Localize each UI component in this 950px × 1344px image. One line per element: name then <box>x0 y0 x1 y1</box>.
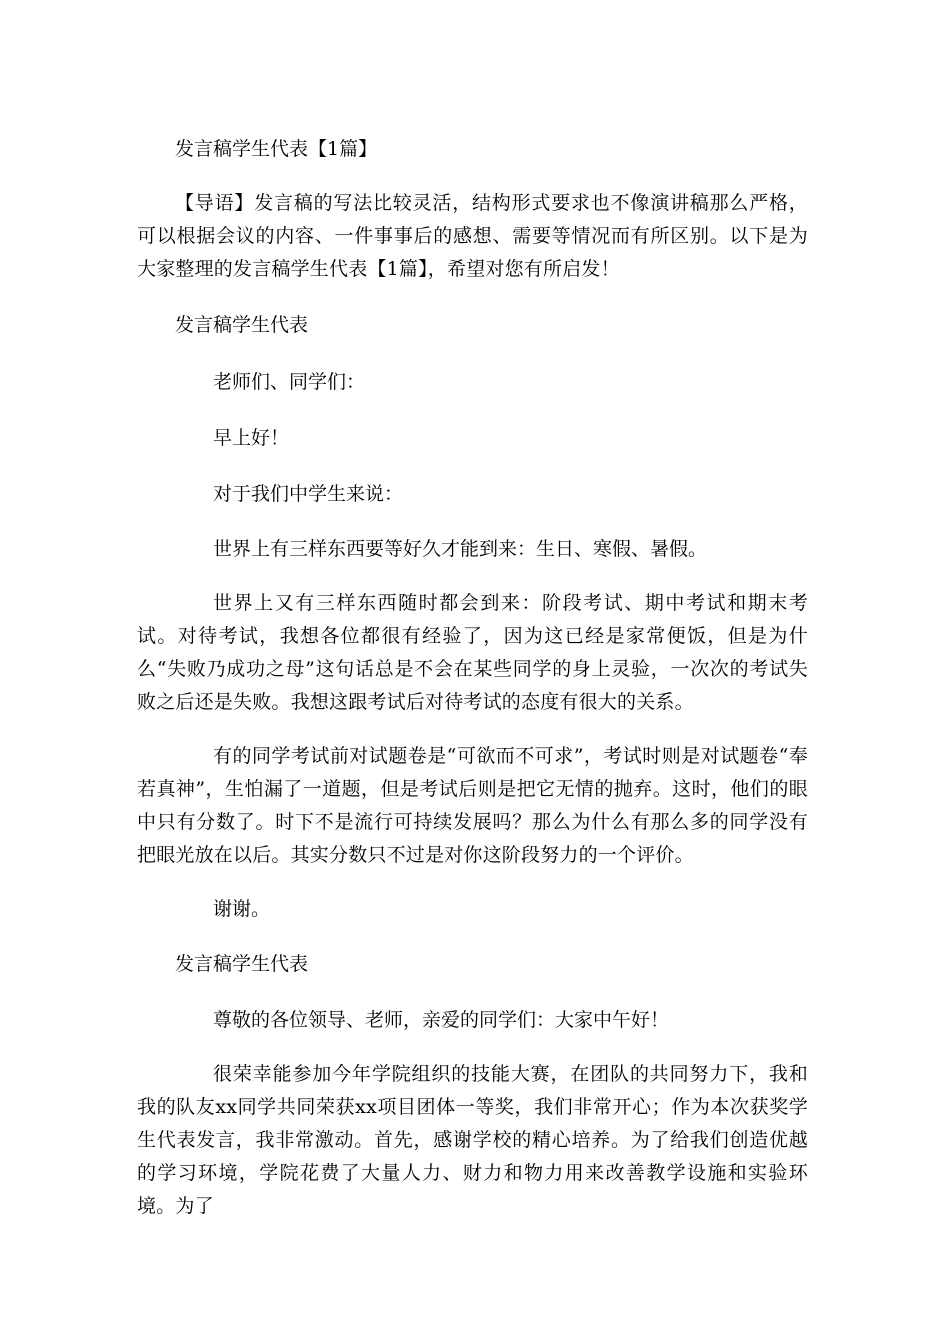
speech1-salutation: 老师们、同学们： <box>213 371 366 393</box>
speech1-paragraph-4: 有的同学考试前对试题卷是“可欲而不可求”，考试时则是对试题卷“奉若真神”，生怕漏了一道题，但是考试后则是把它无情的抛弃。这时，他们的眼中只有分数了。时下不是流行可持续发展吗？那么为什么有那么多的同学没有把眼光放在以后。其实分数只不过是对你这阶段努力的一个评价。 <box>137 745 808 866</box>
speech1-closing: 谢谢。 <box>213 898 271 920</box>
speech1-heading: 发言稿学生代表 <box>175 314 309 336</box>
speech1-greeting: 早上好！ <box>213 427 290 449</box>
speech1-paragraph-1: 对于我们中学生来说： <box>213 483 404 505</box>
speech1-paragraph-3: 世界上又有三样东西随时都会到来：阶段考试、期中考试和期末考试。对待考试，我想各位都很有经验了，因为这已经是家常便饭，但是为什么“失败乃成功之母”这句话总是不会在某些同学的身上灵验，一次次的考试失败之后还是失败。我想这跟考试后对待考试的态度有很大的关系。 <box>137 592 808 713</box>
speech1-paragraph-2: 世界上有三样东西要等好久才能到来：生日、寒假、暑假。 <box>213 538 708 560</box>
document-title: 发言稿学生代表【1篇】 <box>175 138 378 160</box>
speech2-greeting: 尊敬的各位领导、老师，亲爱的同学们：大家中午好！ <box>213 1009 670 1031</box>
speech2-paragraph-1: 很荣幸能参加今年学院组织的技能大赛，在团队的共同努力下，我和我的队友xx同学共同荣获xx项目团体一等奖，我们非常开心；作为本次获奖学生代表发言，我非常激动。首先，感谢学校的精心培养。为了给我们创造优越的学习环境，学院花费了大量人力、财力和物力用来改善教学设施和实验环境。为了 <box>137 1063 808 1217</box>
speech2-heading: 发言稿学生代表 <box>175 953 309 975</box>
intro-paragraph: 【导语】发言稿的写法比较灵活，结构形式要求也不像演讲稿那么严格，可以根据会议的内容、一件事事后的感想、需要等情况而有所区别。以下是为大家整理的发言稿学生代表【1篇】，希望对您有所启发！ <box>137 192 808 280</box>
